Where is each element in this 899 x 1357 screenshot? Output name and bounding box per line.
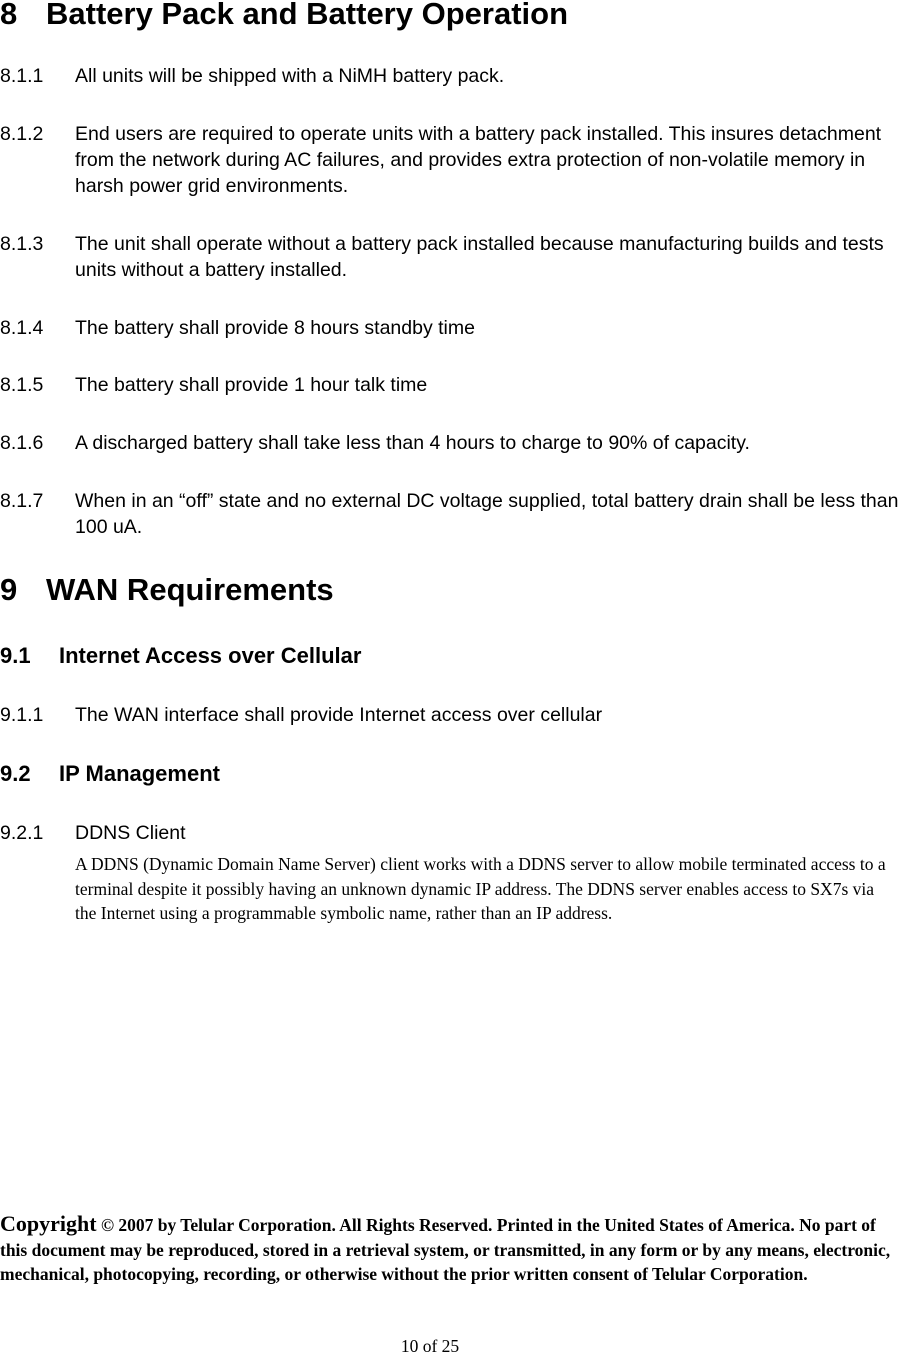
section-title: Battery Pack and Battery Operation — [46, 0, 569, 31]
subsection-9-2-heading — [0, 761, 220, 787]
copyright-notice — [0, 1212, 899, 1287]
item-text: End users are required to operate units with a battery pack installed. This insures detachment from the network during AC failures, and provides extra protection of non-volatile memory in harsh power grid environments. — [75, 123, 882, 197]
list-item — [0, 430, 899, 456]
item-number: 8.1.6 — [0, 432, 44, 454]
item-text: The WAN interface shall provide Internet access over cellular — [75, 704, 603, 726]
list-item — [0, 121, 899, 199]
subsection-title: IP Management — [59, 761, 220, 786]
list-item — [0, 315, 899, 341]
section-number: 9 — [0, 572, 18, 607]
item-text: DDNS Client — [75, 822, 186, 844]
item-number: 8.1.5 — [0, 374, 44, 396]
item-text: The unit shall operate without a battery pack installed because manufacturing builds and tests units without a battery installed. — [75, 233, 884, 281]
list-item — [0, 231, 899, 283]
item-number: 8.1.7 — [0, 490, 44, 512]
item-number: 8.1.3 — [0, 233, 44, 255]
ddns-description: A DDNS (Dynamic Domain Name Server) client works with a DDNS server to allow mobile terminated access to a terminal despite it possibly having an unknown dynamic IP address. The DDNS server enables access to SX7s via the Internet using a programmable symbolic name, rather than an IP address. — [75, 854, 886, 923]
item-number: 8.1.1 — [0, 65, 44, 87]
item-text: All units will be shipped with a NiMH battery pack. — [75, 65, 505, 87]
list-item — [0, 372, 899, 398]
subsection-number: 9.1 — [0, 643, 31, 668]
subsection-title: Internet Access over Cellular — [59, 643, 362, 668]
section-number: 8 — [0, 0, 18, 31]
section-title: WAN Requirements — [46, 572, 334, 607]
subsection-number: 9.2 — [0, 761, 31, 786]
list-item — [0, 488, 899, 540]
subsection-9-1-heading — [0, 643, 361, 669]
item-text: When in an “off” state and no external DC voltage supplied, total battery drain shall be less than 100 uA. — [75, 490, 899, 538]
section-9-heading — [0, 572, 334, 608]
list-item — [0, 702, 899, 728]
copyright-word: Copyright — [0, 1211, 97, 1236]
section-8-heading — [0, 0, 568, 32]
item-number: 9.2.1 — [0, 822, 44, 844]
item-text: The battery shall provide 1 hour talk time — [75, 374, 428, 396]
item-number: 8.1.2 — [0, 123, 44, 145]
item-text: The battery shall provide 8 hours standby time — [75, 317, 475, 339]
item-number: 9.1.1 — [0, 704, 44, 726]
list-item — [0, 820, 899, 846]
item-number: 8.1.4 — [0, 317, 44, 339]
item-text: A discharged battery shall take less than 4 hours to charge to 90% of capacity. — [75, 432, 750, 454]
page-number: 10 of 25 — [400, 1336, 460, 1356]
copyright-text: © 2007 by Telular Corporation. All Rights Reserved. Printed in the United States of America. No part of this document may be reproduced, stored in a retrieval system, or transmitted, in any form or by any means, electronic, mechanical, photocopying, recording, or otherwise without the prior written consent of Telular Corporation. — [0, 1215, 891, 1284]
list-item — [0, 63, 899, 89]
